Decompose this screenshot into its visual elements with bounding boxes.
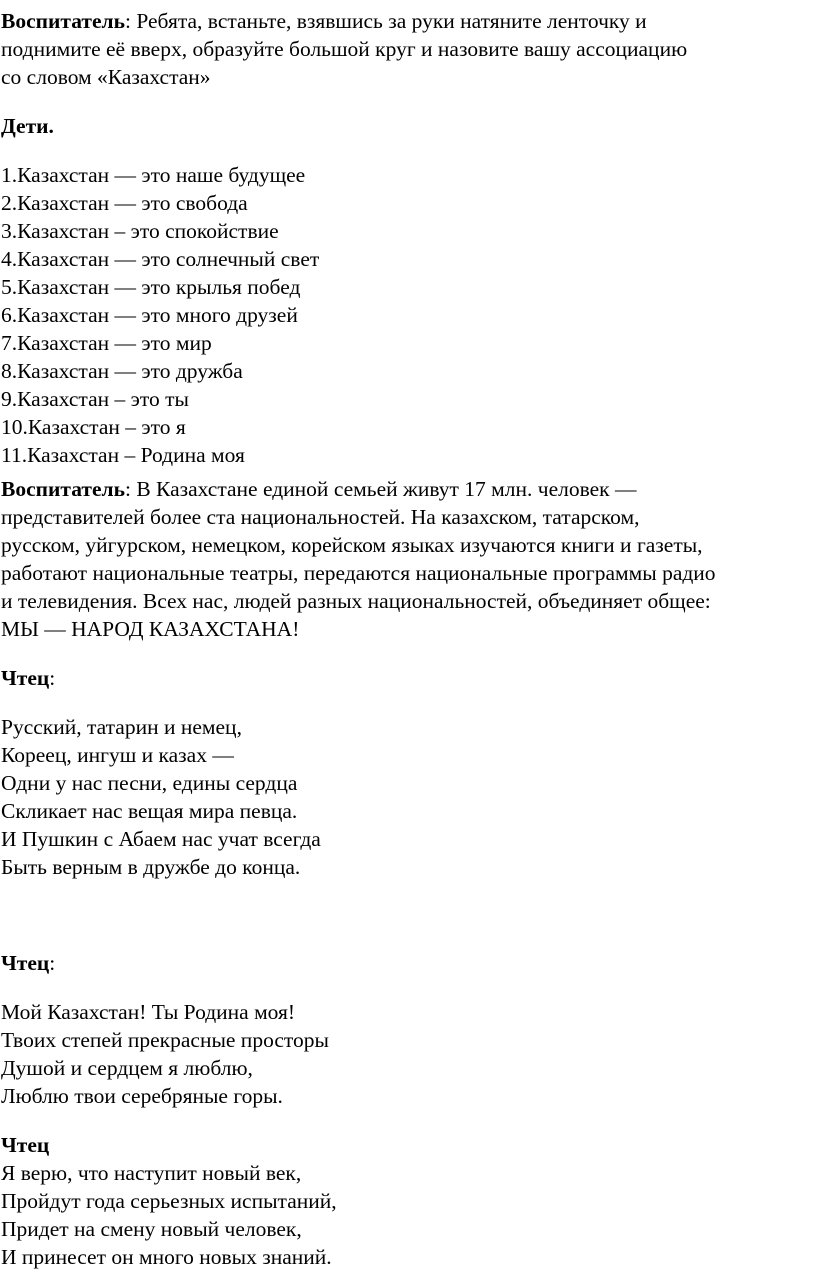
reader-heading-3 xyxy=(1,1131,813,1159)
poem-line: Скликает нас вещая мира певца. xyxy=(1,799,298,823)
intro-paragraph xyxy=(1,7,813,91)
list-item: 5.Казахстан — это крылья побед xyxy=(1,275,301,299)
poem-line: Быть верным в дружбе до конца. xyxy=(1,855,301,879)
intro-line-2: поднимите её вверх, образуйте большой круг и назовите вашу ассоциацию xyxy=(1,37,688,61)
list-item: 11.Казахстан – Родина моя xyxy=(1,443,245,467)
list-item: 9.Казахстан – это ты xyxy=(1,387,189,411)
reader-heading-2: Чтец: xyxy=(1,951,56,975)
teacher-line-1: Воспитатель: В Казахстане единой семьей живут 17 млн. человек — xyxy=(1,477,637,501)
poem-line: Мой Казахстан! Ты Родина моя! xyxy=(1,1000,296,1024)
speaker-label: Чтец xyxy=(1,1133,50,1157)
list-item: 2.Казахстан — это свобода xyxy=(1,191,248,215)
speaker-label: Воспитатель xyxy=(1,477,125,501)
poem-line: Я верю, что наступит новый век, xyxy=(1,1161,302,1185)
poem-stanza-2 xyxy=(1,998,813,1110)
list-item: 10.Казахстан – это я xyxy=(1,415,186,439)
poem-line: Душой и сердцем я люблю, xyxy=(1,1056,253,1080)
reader-heading-1: Чтец: xyxy=(1,666,56,690)
list-item: 7.Казахстан — это мир xyxy=(1,331,212,355)
teacher-paragraph xyxy=(1,475,813,643)
speaker-label: Воспитатель xyxy=(1,9,125,33)
document-page xyxy=(1,7,813,1271)
teacher-line-3: русском, уйгурском, немецком, корейском языках изучаются книги и газеты, xyxy=(1,533,703,557)
poem-stanza-3 xyxy=(1,1131,813,1271)
children-heading: Дети. xyxy=(1,114,54,138)
speaker-label: Чтец xyxy=(1,951,50,975)
poem-line: И Пушкин с Абаем нас учат всегда xyxy=(1,827,321,851)
associations-list xyxy=(1,161,813,469)
poem-line: И принесет он много новых знаний. xyxy=(1,1245,332,1269)
poem-line: Русский, татарин и немец, xyxy=(1,715,242,739)
list-item: 8.Казахстан — это дружба xyxy=(1,359,243,383)
poem-line: Придет на смену новый человек, xyxy=(1,1217,302,1241)
list-item: 1.Казахстан — это наше будущее xyxy=(1,163,306,187)
poem-line: Пройдут года серьезных испытаний, xyxy=(1,1189,337,1213)
teacher-line-5: и телевидения. Всех нас, людей разных национальностей, объединяет общее: xyxy=(1,589,711,613)
speaker-label: Чтец xyxy=(1,666,50,690)
list-item: 6.Казахстан — это много друзей xyxy=(1,303,298,327)
poem-line: Люблю твои серебряные горы. xyxy=(1,1084,283,1108)
teacher-line-6: МЫ — НАРОД КАЗАХСТАНА! xyxy=(1,617,300,641)
list-item: 4.Казахстан — это солнечный свет xyxy=(1,247,320,271)
intro-line-1: Воспитатель: Ребята, встаньте, взявшись за руки натяните ленточку и xyxy=(1,9,647,33)
list-item: 3.Казахстан – это спокойствие xyxy=(1,219,279,243)
poem-line: Кореец, ингуш и казах — xyxy=(1,743,234,767)
poem-line: Одни у нас песни, едины сердца xyxy=(1,771,298,795)
intro-line-3: со словом «Казахстан» xyxy=(1,65,211,89)
teacher-line-2: представителей более ста национальностей. На казахском, татарском, xyxy=(1,505,640,529)
teacher-line-4: работают национальные театры, передаются национальные программы радио xyxy=(1,561,716,585)
poem-stanza-1 xyxy=(1,713,813,881)
poem-line: Твоих степей прекрасные просторы xyxy=(1,1028,329,1052)
